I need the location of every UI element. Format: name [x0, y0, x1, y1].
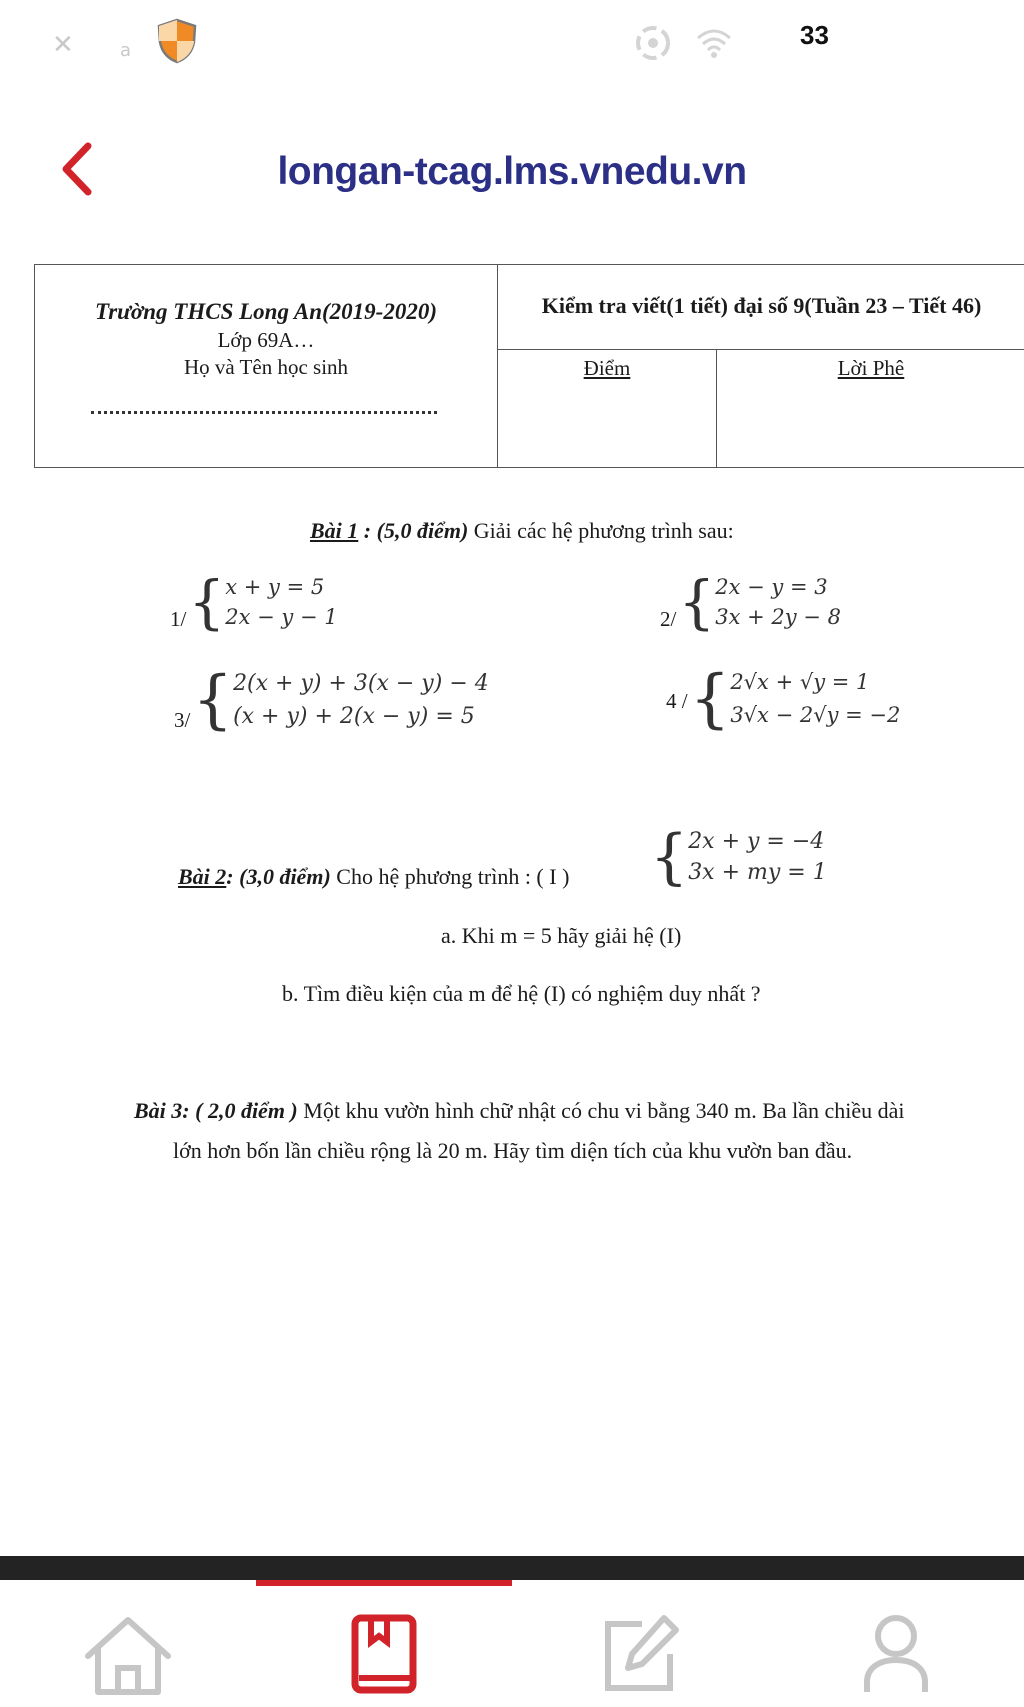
status-time: 33 [800, 20, 829, 50]
sync-icon [630, 20, 676, 66]
equation: 3x + my = 1 [688, 860, 827, 885]
nav-edit[interactable] [512, 1600, 768, 1707]
brace-icon: { [650, 822, 689, 892]
bai3-line1 [134, 1098, 905, 1124]
active-tab-indicator [256, 1580, 512, 1586]
equation: 2√x + √y = 1 [730, 670, 870, 694]
score-cell [498, 350, 717, 467]
system-1 [170, 568, 338, 636]
bottom-nav-divider [0, 1556, 1024, 1580]
equation: 2x − y = 3 [715, 575, 828, 599]
bai3-text-1: Một khu vườn hình chữ nhật có chu vi bằng 340 m. Ba lần chiều dài [303, 1098, 905, 1123]
equation: 2x + y = −4 [688, 829, 825, 854]
equation: 2(x + y) + 3(x − y) − 4 [233, 670, 489, 696]
nav-bookmark[interactable] [256, 1600, 512, 1707]
system-number: 3/ [174, 708, 191, 732]
bai2-heading [178, 864, 569, 890]
shield-icon [156, 18, 198, 64]
student-info-cell [35, 265, 498, 467]
brace-icon: { [689, 662, 731, 736]
home-icon [78, 1612, 178, 1696]
nav-profile[interactable] [768, 1600, 1024, 1707]
bai3-line2: lớn hơn bốn lần chiều rộng là 20 m. Hãy tìm diện tích của khu vườn ban đầu. [173, 1138, 853, 1163]
bai1-label: Bài 1 [310, 518, 359, 543]
bai2-label: Bài 2 [178, 864, 227, 889]
brace-icon: { [678, 568, 716, 636]
equation: x + y = 5 [225, 575, 325, 599]
equation: 3x + 2y − 8 [715, 605, 841, 629]
class-name: Lớp 69A… [217, 328, 315, 352]
bai1-points: : (5,0 điểm) [363, 518, 469, 543]
bai2-text: Cho hệ phương trình : ( I ) [336, 864, 570, 889]
equation: (x + y) + 2(x − y) = 5 [233, 703, 475, 729]
system-3 [174, 662, 489, 737]
system-number: 1/ [170, 606, 187, 631]
bookmark-icon [349, 1612, 419, 1696]
brace-icon: { [192, 662, 234, 737]
profile-icon [861, 1612, 931, 1696]
wifi-icon [694, 24, 734, 60]
bai2-part-a: a. Khi m = 5 hãy giải hệ (I) [441, 923, 682, 948]
comment-cell [717, 350, 1024, 467]
system-number: 2/ [660, 606, 677, 631]
student-name-label: Họ và Tên học sinh [183, 355, 349, 379]
exam-title: Kiểm tra viết(1 tiết) đại số 9(Tuần 23 – Tiết 46) [541, 293, 982, 318]
nav-home[interactable] [0, 1600, 256, 1707]
bai3-label: Bài 3: ( 2,0 điểm ) [134, 1098, 298, 1123]
close-icon: ✕ [52, 30, 74, 60]
system-number: 4 / [666, 688, 688, 713]
bai2-part-b: b. Tìm điều kiện của m để hệ (I) có nghiệm duy nhất ? [282, 981, 761, 1006]
name-dotted-line [91, 411, 437, 414]
brace-icon: { [188, 568, 226, 636]
system-4 [666, 662, 901, 736]
score-label: Điểm [583, 356, 631, 380]
page-url-title: longan-tcag.lms.vnedu.vn [277, 150, 747, 193]
system-2 [660, 568, 841, 636]
lock-icon: a [120, 40, 132, 61]
equation: 3√x − 2√y = −2 [730, 703, 901, 727]
system-bai2 [650, 822, 827, 892]
comment-label: Lời Phê [837, 356, 905, 380]
school-name: Trường THCS Long An(2019-2020) [95, 299, 437, 324]
exam-header-table [34, 264, 1024, 468]
bai2-points: : (3,0 điểm) [226, 864, 331, 889]
bai1-heading [310, 518, 734, 544]
bai1-instruction: Giải các hệ phương trình sau: [473, 518, 734, 543]
exam-title-cell [498, 265, 1024, 350]
equation: 2x − y − 1 [225, 605, 338, 629]
edit-icon [598, 1612, 682, 1696]
